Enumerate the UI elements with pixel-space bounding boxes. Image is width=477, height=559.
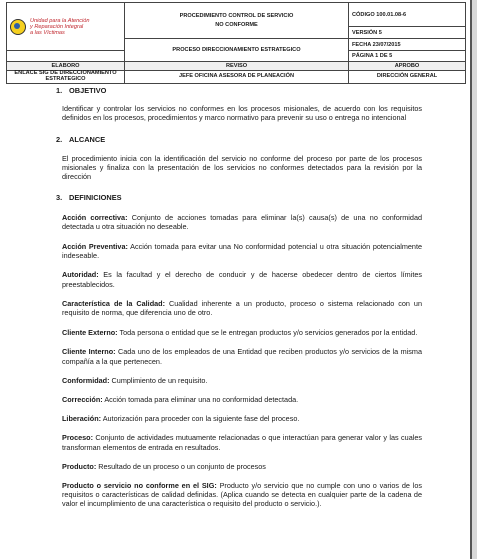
definition-term: Producto: [62,461,97,471]
scope-text: El procedimiento inicia con la identificación del servicio no conforme del proceso por parte de los procesos misionales y finaliza con la presentación de los servicios no conformes detectados para la revisión por la dirección [62,153,422,182]
logo-cell-bottom [7,51,125,62]
definition-item [62,299,422,317]
definitions-list [62,213,422,509]
definition-text: Es la facultad y el derecho de conducir y de hacerse obedecer dentro de ciertos límites preestablecidos. [62,270,422,289]
definition-text: Cumplimiento de un requisito. [109,375,208,385]
section-title: OBJETIVO [69,86,107,95]
definition-term: Producto o servicio no conforme en el SIG: [62,481,217,491]
definition-text: Conjunto de actividades mutuamente relacionadas o que interactúan para generar valor y las cuales transforman elementos de entrada en resultados. [62,433,422,452]
definition-item [62,347,422,365]
definition-text: Acción tomada para eliminar una no conformidad detectada. [102,395,299,405]
aprobo-label: APROBO [349,62,466,71]
document-header-table [6,2,466,84]
definition-term: Corrección: [62,395,103,405]
title-line: PROCEDIMIENTO CONTROL DE SERVICIO [179,13,294,19]
definition-term: Conformidad: [62,375,110,385]
logo-text-line: a las Víctimas [30,29,65,36]
reviso-label: REVISO [125,62,349,71]
definition-item [62,242,422,260]
elaboro-label: ELABORO [7,62,125,71]
definition-term: Autoridad: [62,270,99,280]
section-number: 1. [56,86,63,95]
definition-term: Característica de la Calidad: [62,298,166,308]
definition-text: Autorización para proceder con la siguiente fase del proceso. [101,414,300,424]
section-heading [56,86,422,95]
definition-term: Acción correctiva: [62,212,128,222]
code-cell: CÓDIGO 100.01.08-6 [349,3,466,27]
institution-logo [10,16,121,38]
definition-item [62,395,422,404]
process-name: PROCESO DIRECCIONAMIENTO ESTRATEGICO [125,39,349,62]
logo-text-line: y Reparación Integral [30,23,84,30]
definition-term: Acción Preventiva: [62,242,128,252]
definition-text: Toda persona o entidad que se le entregan productos y/o servicios generados por la entidad. [117,328,418,338]
definition-item [62,213,422,231]
logo-text [30,18,90,36]
reviso-value: JEFE OFICINA ASESORA DE PLANEACIÓN [125,71,349,84]
definition-term: Proceso: [62,433,94,443]
definition-item [62,376,422,385]
page-shadow [472,0,477,559]
definition-item [62,462,422,471]
definition-item [62,414,422,423]
definition-text: Acción tomada para evitar una No conformidad potencial u otra situación potencialmente indeseable. [62,242,422,261]
definition-term: Cliente Interno: [62,347,116,357]
logo-cell [7,3,125,51]
section-title: DEFINICIONES [69,193,122,203]
seal-icon [10,19,26,35]
section-heading [56,193,422,202]
section-number: 2. [56,134,63,144]
definition-text: Conjunto de acciones tomadas para eliminar la(s) causa(s) de una no conformidad detectada u otra situación no deseable. [62,212,423,231]
date-cell: FECHA 23/07/2015 [349,39,466,51]
title-line: NO CONFORME [215,21,258,28]
document-title [125,3,349,39]
definition-item [62,328,422,337]
definition-item [62,270,422,288]
definition-term: Liberación: [62,414,102,424]
section-heading [56,135,422,144]
definition-text: Producto y/o servicio que no cumple con uno o varios de los requisitos o características de calidad definidas. (Aplica cuando se detecta en cualquier parte de la cadena de valor el incumplimiento de una característica o requisito del producto o servicio.). [62,481,422,509]
version-cell: VERSIÓN 5 [349,27,466,39]
definition-item [62,433,422,451]
definition-text: Resultado de un proceso o un conjunto de procesos [96,461,266,471]
definition-term: Cliente Externo: [62,328,118,338]
definition-text: Cada uno de los empleados de una Entidad que reciben productos y/o servicios de la misma compañía a la que pertenecen. [62,347,422,366]
section-title: ALCANCE [69,134,106,144]
definition-item [62,481,422,509]
aprobo-value: DIRECCIÓN GENERAL [349,71,466,84]
section-number: 3. [56,193,63,203]
page-cell: PÁGINA 1 DE 5 [349,51,466,62]
document-body [36,86,422,509]
definition-text: Cualidad inherente a un producto, proceso o sistema relacionado con un requisito de norma, que diferencia uno de otro. [62,298,422,318]
logo-text-line: Unidad para la Atención [30,17,90,24]
elaboro-value: ENLACE SIG DE DIRECCIONAMIENTO ESTRATEGICO [7,71,125,84]
objective-text: Identificar y controlar los servicios no conformes en los procesos misionales, de acuerdo con los requisitos definidos en los procesos, procedimientos y marco normativo para prevenir su uso o entrega no intencional [62,104,422,123]
